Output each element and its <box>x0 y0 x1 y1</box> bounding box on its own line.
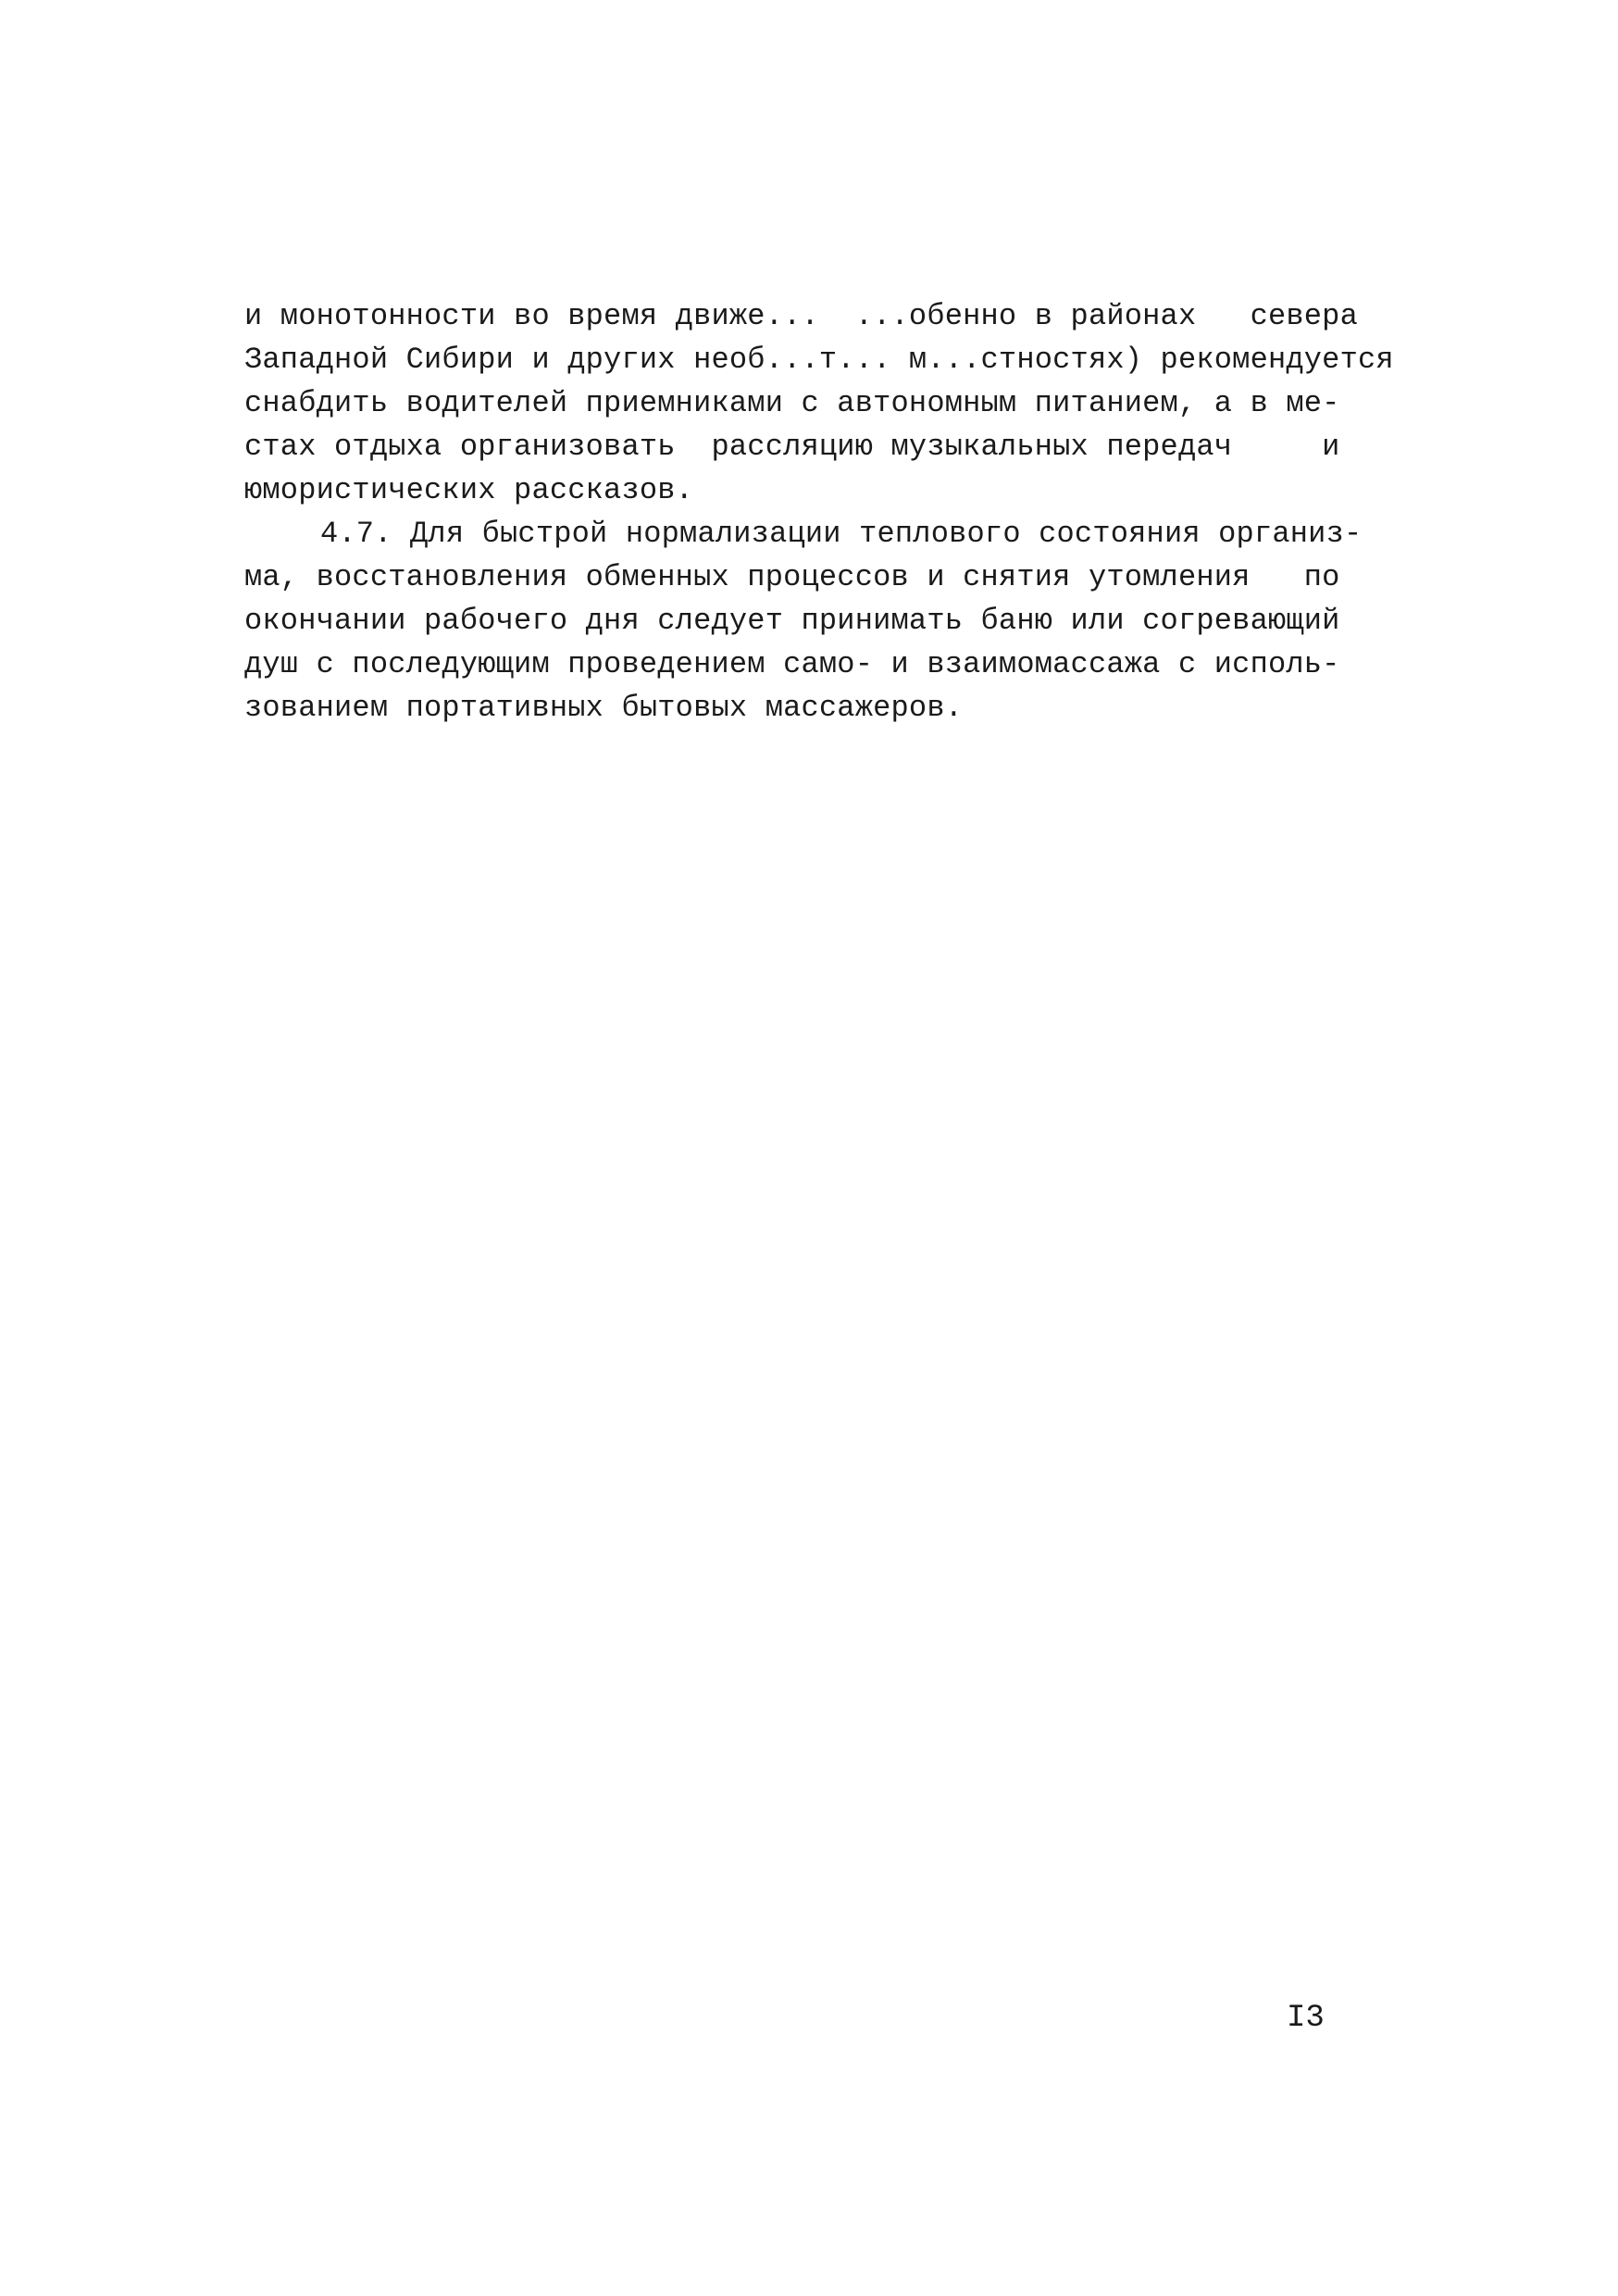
paragraph <box>244 512 1363 730</box>
text-line: снабдить водителей приемниками с автономным питанием, а в ме- <box>244 386 1340 420</box>
body-text <box>244 294 1394 730</box>
text-line: 4.7. Для быстрой нормализации теплового состояния организ- <box>320 517 1363 551</box>
text-line: Западной Сибири и других необ...т... м...стностях) рекомендуется <box>244 343 1394 377</box>
text-line: стах отдыха организовать раcсляцию музыкальных передач и <box>244 430 1340 464</box>
paragraph <box>244 294 1394 512</box>
text-line: юмористических рассказов. <box>244 473 694 507</box>
text-line: душ с последующим проведением само- и взаимомассажа с исполь- <box>244 647 1340 681</box>
page-number: I3 <box>1287 2001 1325 2036</box>
text-line: окончании рабочего дня следует принимать баню или согревающий <box>244 604 1340 638</box>
text-line: ма, восстановления обменных процессов и снятия утомления по <box>244 560 1340 594</box>
text-line: и монотонности во время движе... ...обенно в районах севера <box>244 299 1358 333</box>
text-line: зованием портативных бытовых массажеров. <box>244 691 964 725</box>
